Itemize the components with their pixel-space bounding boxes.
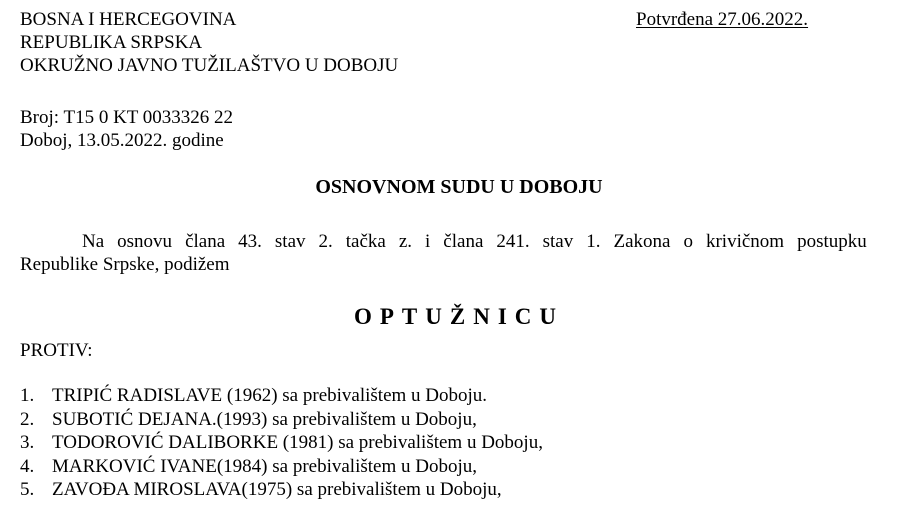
list-item [20,431,543,455]
list-item [20,455,543,479]
reference-block [20,106,233,152]
item-text: TODOROVIĆ DALIBORKE (1981) sa prebivalištem u Doboju, [52,432,543,453]
office-line: OKRUŽNO JAVNO TUŽILAŠTVO U DOBOJU [20,55,399,76]
intro-word: člana [185,231,226,252]
intro-word: 43. [238,231,262,252]
entity-line: REPUBLIKA SRPSKA [20,32,203,53]
list-item [20,408,543,432]
intro-word: 2. [318,231,333,252]
intro-word: z. [398,231,413,252]
intro-word: 241. [496,231,530,252]
intro-line-2: Republike Srpske, podižem [20,254,230,275]
paragraph-indent [20,230,82,253]
item-number: 4. [20,455,35,477]
document-title: OPTUŽNICU [353,304,564,329]
intro-word: krivičnom [705,231,785,252]
item-text: ZAVOĐA MIROSLAVA(1975) sa prebivalištem u Doboju, [52,479,502,500]
confirmation-stamp-text: Potvrđena 27.06.2022. [636,9,809,30]
item-number: 3. [20,432,35,453]
list-item [20,478,543,502]
item-text: SUBOTIĆ DEJANA.(1993) sa prebivalištem u Doboju, [52,408,477,430]
addressee-court: OSNOVNOM SUDU U DOBOJU [315,176,603,198]
item-number: 5. [20,479,35,500]
item-number: 1. [20,385,35,406]
intro-word: i [425,231,431,252]
country-line: BOSNA I HERCEGOVINA [20,9,237,30]
list-item [20,384,543,408]
intro-word: Zakona [613,231,671,252]
item-text: TRIPIĆ RADISLAVE (1962) sa prebivalištem u Doboju. [52,385,488,406]
intro-word: o [683,231,693,252]
intro-word: stav [542,231,574,252]
defendants-list [20,384,543,502]
intro-word: osnovu [117,231,173,252]
intro-word: člana [443,231,484,252]
against-label: PROTIV: [20,340,93,361]
item-text: MARKOVIĆ IVANE(1984) sa prebivalištem u Doboju, [52,455,477,477]
intro-first-line-wrap [20,230,867,253]
intro-word: 1. [586,231,601,252]
intro-paragraph [20,230,867,276]
intro-word: tačka [345,231,386,252]
issuer-header [20,8,398,77]
intro-word: Na [82,231,105,252]
intro-word: postupku [797,231,867,252]
intro-word: stav [274,231,306,252]
case-number: Broj: T15 0 KT 0033326 22 [20,107,234,128]
place-date: Doboj, 13.05.2022. godine [20,130,224,151]
item-number: 2. [20,408,35,430]
intro-line-1 [82,230,867,253]
